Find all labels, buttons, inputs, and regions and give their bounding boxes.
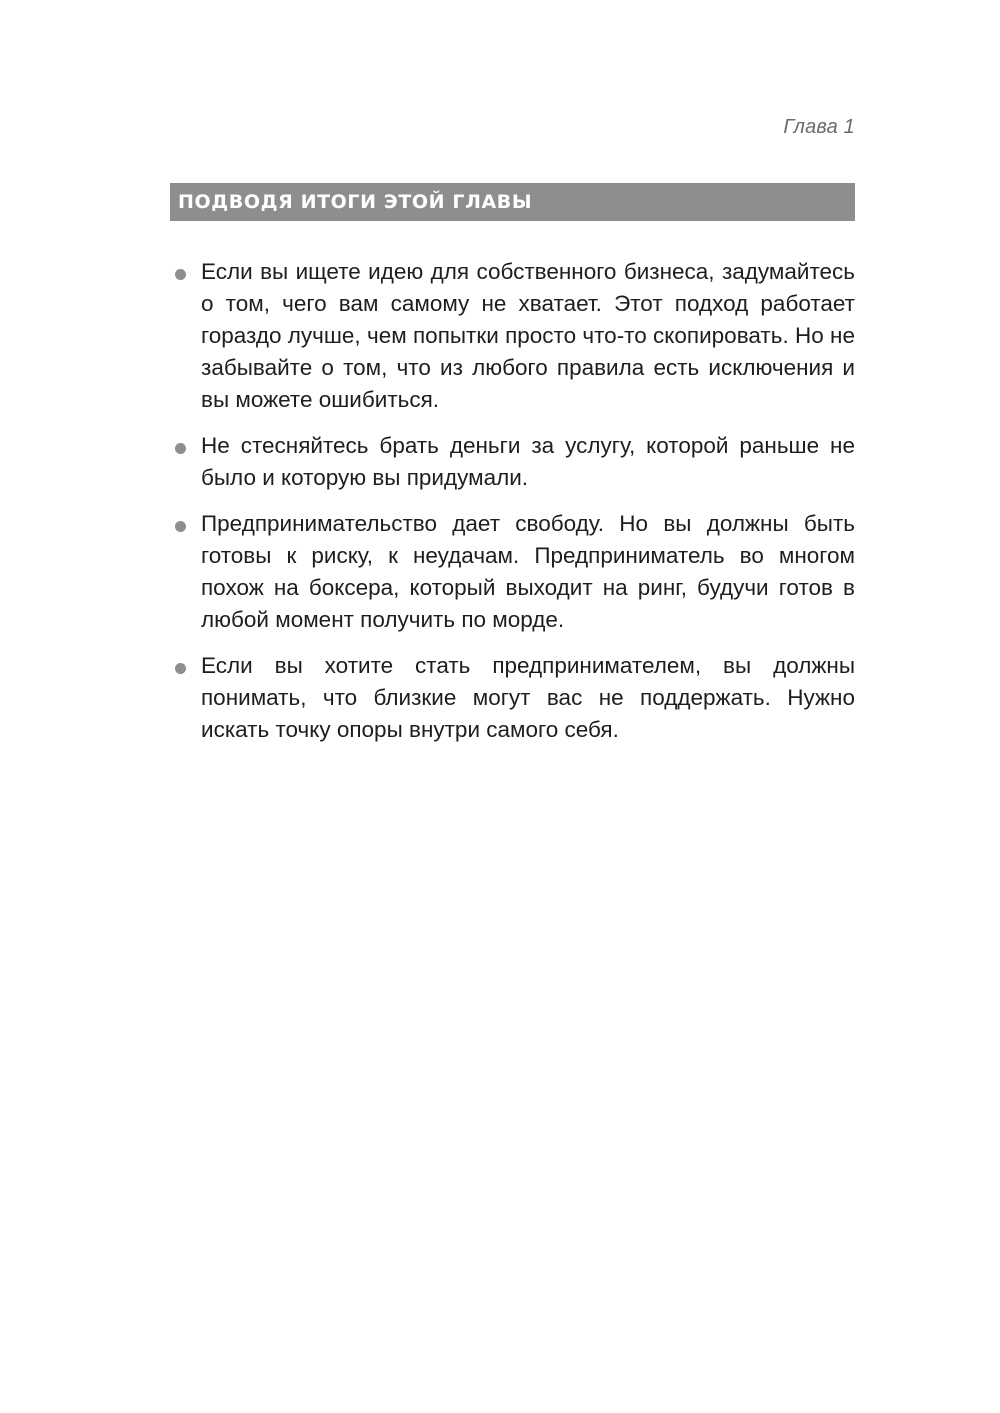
list-item [170, 508, 855, 636]
bullet-text: Не стесняйтесь брать деньги за услугу, которой раньше не было и которую вы придумали. [201, 433, 855, 490]
bullet-dot-icon [175, 443, 186, 454]
running-header-chapter: Глава 1 [783, 116, 855, 138]
section-title: ПОДВОДЯ ИТОГИ ЭТОЙ ГЛАВЫ [178, 191, 533, 213]
section-title-banner [170, 183, 855, 221]
bullet-text: Если вы хотите стать предпринимателем, вы должны понимать, что близкие могут вас не поддержать. Нужно искать точку опоры внутри самого себя. [201, 653, 855, 742]
list-item [170, 650, 855, 746]
summary-bullet-list [170, 256, 855, 760]
list-item [170, 430, 855, 494]
bullet-dot-icon [175, 269, 186, 280]
bullet-dot-icon [175, 663, 186, 674]
list-item [170, 256, 855, 416]
bullet-text: Если вы ищете идею для собственного бизнеса, задумайтесь о том, чего вам самому не хватает. Этот подход работает гораздо лучше, чем попытки просто что-то скопировать. Но не забывайте о том, что из любого правила есть исключения и вы можете ошибиться. [201, 259, 855, 412]
bullet-dot-icon [175, 521, 186, 532]
bullet-text: Предпринимательство дает свободу. Но вы должны быть готовы к риску, к неудачам. Предприниматель во многом похож на боксера, который выходит на ринг, будучи готов в любой момент получить по морде. [201, 511, 855, 632]
